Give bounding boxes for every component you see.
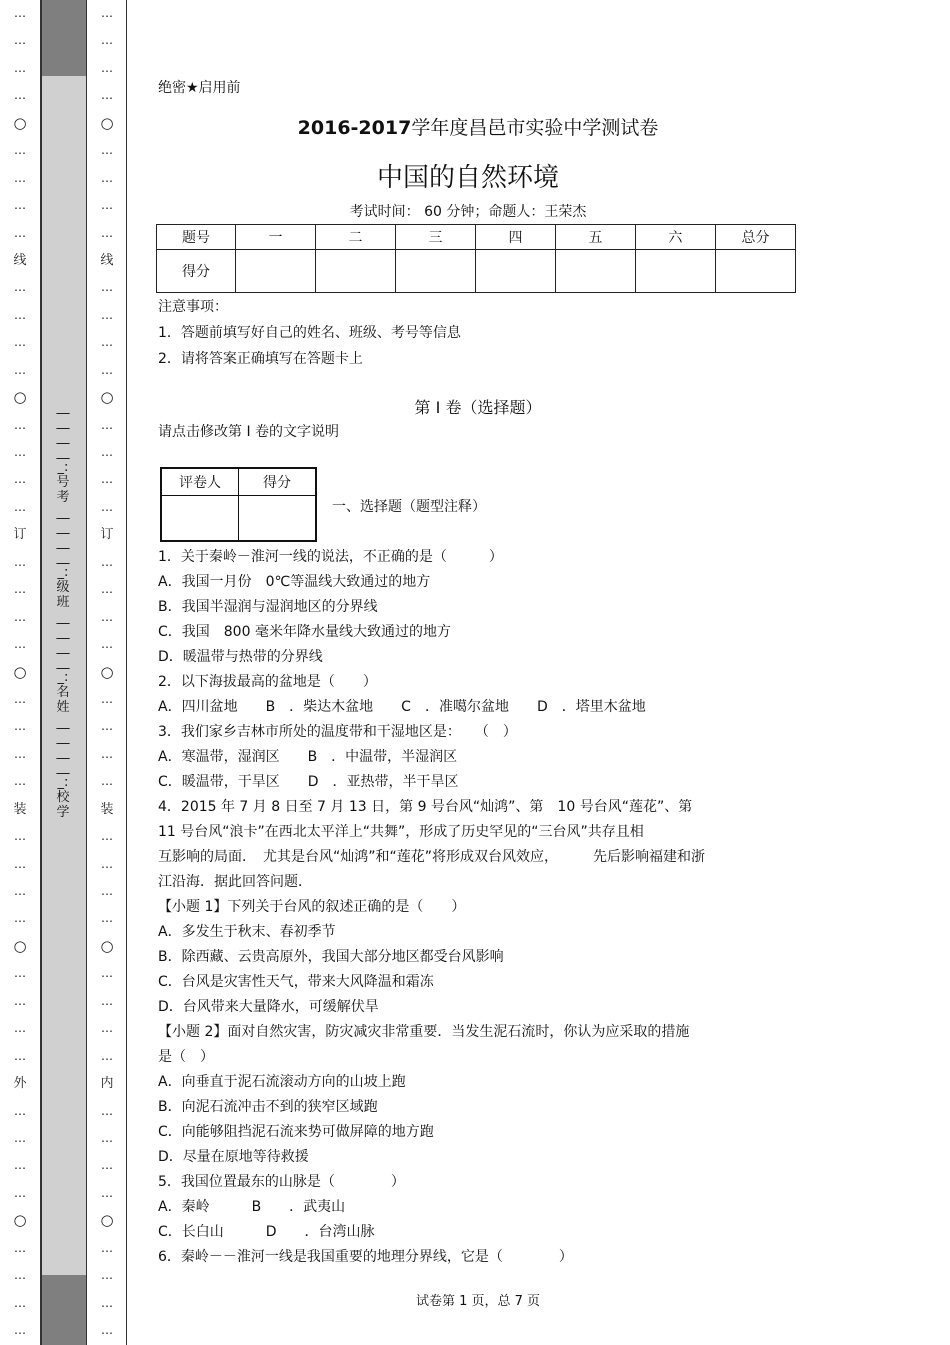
secret-label: 绝密★启用前	[158, 80, 241, 96]
binding-dots: …	[101, 472, 113, 487]
binding-dots: …	[14, 362, 26, 377]
question-line: 1．关于秦岭－淮河一线的说法，不正确的是（ ）	[158, 549, 503, 565]
binding-dots: …	[101, 1158, 113, 1173]
reviewer-score-label: 得分	[239, 468, 317, 496]
binding-dots: …	[101, 1185, 113, 1200]
binding-dots: …	[101, 1268, 113, 1283]
binding-dots: …	[14, 1158, 26, 1173]
right-binding-column	[96, 0, 118, 1345]
binding-dots: …	[14, 746, 26, 761]
binding-dots: …	[14, 1130, 26, 1145]
binding-label: 订	[13, 527, 27, 543]
score-cell	[555, 250, 635, 293]
binding-dots: …	[101, 143, 113, 158]
binding-dots: …	[14, 1240, 26, 1255]
question-line: C．暖温带，干旱区 D ．亚热带，半干旱区	[158, 774, 459, 790]
binding-dots: …	[14, 1268, 26, 1283]
binding-label: 内	[100, 1076, 114, 1092]
score-header-cell: 六	[635, 225, 715, 250]
binding-dots: …	[101, 499, 113, 514]
question-line: 4．2015 年 7 月 8 日至 7 月 13 日，第 9 号台风“灿鸿”、第 10 号台风“莲花”、第	[158, 799, 693, 815]
binding-dots: …	[101, 198, 113, 213]
binding-circle: ○	[100, 1211, 114, 1230]
question-line: D．台风带来大量降水，可缓解伏旱	[158, 999, 379, 1015]
question-line: A．向垂直于泥石流滚动方向的山坡上跑	[158, 1074, 406, 1090]
binding-label: 装	[100, 801, 114, 817]
binding-dots: …	[101, 911, 113, 926]
section-hint: 请点击修改第 I 卷的文字说明	[158, 424, 340, 440]
score-header-cell: 五	[555, 225, 635, 250]
binding-dots: …	[101, 1323, 113, 1337]
binding-dots: …	[101, 307, 113, 322]
question-line: 【小题 2】面对自然灾害，防灾减灾非常重要．当发生泥石流时，你认为应采取的措施	[158, 1024, 690, 1040]
binding-dots: …	[14, 6, 26, 20]
binding-circle: ○	[100, 113, 114, 132]
binding-label: 装	[13, 801, 27, 817]
binding-dots: …	[101, 335, 113, 350]
question-line: 互影响的局面． 尤其是台风“灿鸿”和“莲花”将形成双台风效应， 先后影响福建和浙	[158, 849, 706, 865]
binding-dots: …	[14, 829, 26, 844]
question-line: A．寒温带，湿润区 B ．中温带，半湿润区	[158, 749, 458, 765]
binding-dots: …	[101, 1048, 113, 1063]
binding-dots: …	[14, 472, 26, 487]
score-cell	[236, 250, 316, 293]
question-line: C．长白山 D ．台湾山脉	[158, 1224, 375, 1240]
margin-gray-bar-bottom	[41, 1275, 87, 1345]
note-item: 2．请将答案正确填写在答题卡上	[158, 351, 363, 367]
score-header-cell: 三	[395, 225, 475, 250]
binding-dots: …	[14, 417, 26, 432]
question-line: 6．秦岭－－淮河一线是我国重要的地理分界线，它是（ ）	[158, 1249, 573, 1265]
question-line: D．暖温带与热带的分界线	[158, 649, 323, 665]
binding-dots: …	[14, 993, 26, 1008]
section-title: 第 I 卷（选择题）	[414, 398, 542, 417]
question-line: A．我国一月份 0℃等温线大致通过的地方	[158, 574, 431, 590]
binding-dots: …	[14, 884, 26, 898]
score-header-cell: 四	[475, 225, 555, 250]
binding-dots: …	[14, 33, 26, 48]
binding-circle: ○	[13, 1211, 27, 1230]
binding-circle: ○	[13, 662, 27, 681]
binding-dots: …	[14, 499, 26, 514]
binding-dots: …	[14, 143, 26, 158]
note-item: 1．答题前填写好自己的姓名、班级、考号等信息	[158, 325, 461, 341]
binding-dots: …	[14, 225, 26, 240]
exam-title-rest: 学年度昌邑市实验中学测试卷	[411, 117, 659, 139]
binding-dots: …	[101, 1103, 113, 1118]
binding-dots: …	[101, 719, 113, 734]
binding-dots: …	[14, 774, 26, 789]
question-line: A．四川盆地 B ．柴达木盆地 C ．准噶尔盆地 D ．塔里木盆地	[158, 699, 646, 715]
page-footer: 试卷第 1 页，总 7 页	[415, 1294, 541, 1309]
binding-dots: …	[14, 1021, 26, 1036]
score-cell	[715, 250, 795, 293]
binding-dots: …	[14, 335, 26, 350]
binding-dots: …	[101, 445, 113, 459]
binding-dots: …	[101, 417, 113, 432]
binding-dots: …	[101, 1021, 113, 1036]
reviewer-label: 评卷人	[161, 468, 239, 496]
binding-circle: ○	[100, 936, 114, 955]
binding-dots: …	[101, 746, 113, 761]
binding-dots: …	[101, 966, 113, 981]
question-line: A．多发生于秋末、春初季节	[158, 924, 336, 940]
question-line: 2．以下海拔最高的盆地是（ ）	[158, 674, 377, 690]
score-cell	[315, 250, 395, 293]
question-line: B．向泥石流冲击不到的狭窄区域跑	[158, 1099, 378, 1115]
question-line: 是（ ）	[158, 1049, 214, 1065]
binding-label: 外	[13, 1076, 27, 1092]
binding-circle: ○	[100, 662, 114, 681]
binding-dots: …	[101, 582, 113, 597]
binding-label: 订	[100, 527, 114, 543]
binding-dots: …	[14, 856, 26, 871]
score-table	[156, 224, 796, 293]
exam-info: 考试时间： 60 分钟；命题人：王荣杰	[349, 204, 587, 220]
question-line: 江沿海．据此回答问题．	[158, 874, 312, 890]
binding-dots: …	[14, 1048, 26, 1063]
question-line: C．我国 800 毫米年降水量线大致通过的地方	[158, 624, 451, 640]
binding-dots: …	[14, 911, 26, 926]
binding-label: 线	[13, 252, 27, 268]
binding-dots: …	[101, 280, 113, 295]
question-line: B．我国半湿润与湿润地区的分界线	[158, 599, 378, 615]
margin-gray-bar-top	[41, 0, 87, 76]
question-line: A．秦岭 B ．武夷山	[158, 1199, 346, 1215]
left-binding-column	[9, 0, 31, 1345]
binding-dots: …	[14, 637, 26, 652]
binding-dots: …	[101, 362, 113, 377]
student-info-fields: _________:号考_________:级班_________:名姓_________:校学	[56, 400, 70, 820]
binding-dots: …	[101, 554, 113, 569]
binding-dots: …	[14, 582, 26, 597]
binding-dots: …	[101, 637, 113, 652]
score-header-cell: 总分	[715, 225, 795, 250]
binding-dots: …	[14, 88, 26, 103]
binding-label: 线	[100, 252, 114, 268]
binding-circle: ○	[13, 113, 27, 132]
question-line: C．台风是灾害性天气，带来大风降温和霜冻	[158, 974, 434, 990]
binding-dots: …	[14, 554, 26, 569]
notes-title: 注意事项：	[158, 299, 228, 315]
binding-dots: …	[101, 88, 113, 103]
question-line: 11 号台风“浪卡”在西北太平洋上“共舞”，形成了历史罕见的“三台风”共存且相	[158, 824, 644, 840]
binding-circle: ○	[100, 388, 114, 407]
binding-dots: …	[101, 60, 113, 75]
reviewer-score-cell	[239, 496, 317, 542]
question-line: 5．我国位置最东的山脉是（ ）	[158, 1174, 405, 1190]
binding-dots: …	[14, 1103, 26, 1118]
margin-divider	[126, 0, 127, 1345]
score-cell	[395, 250, 475, 293]
binding-dots: …	[14, 280, 26, 295]
question-line: B．除西藏、云贵高原外，我国大部分地区都受台风影响	[158, 949, 504, 965]
score-row-label: 得分	[157, 250, 236, 293]
binding-circle: ○	[13, 388, 27, 407]
binding-dots: …	[14, 307, 26, 322]
binding-dots: …	[14, 609, 26, 624]
section-heading: 一、选择题（题型注释）	[332, 499, 486, 515]
binding-dots: …	[14, 445, 26, 459]
question-line: 3．我们家乡吉林市所处的温度带和干湿地区是： （ ）	[158, 724, 517, 740]
binding-dots: …	[14, 1295, 26, 1310]
binding-dots: …	[101, 170, 113, 185]
binding-dots: …	[101, 1240, 113, 1255]
exam-subject: 中国的自然环境	[376, 163, 559, 193]
binding-dots: …	[14, 60, 26, 75]
binding-dots: …	[101, 691, 113, 706]
binding-dots: …	[14, 1185, 26, 1200]
score-header-cell: 二	[315, 225, 395, 250]
binding-dots: …	[101, 1295, 113, 1310]
binding-dots: …	[101, 829, 113, 844]
reviewer-table	[160, 467, 317, 542]
binding-dots: …	[101, 774, 113, 789]
question-line: 【小题 1】下列关于台风的叙述正确的是（ ）	[158, 899, 466, 915]
binding-dots: …	[101, 33, 113, 48]
binding-dots: …	[14, 719, 26, 734]
binding-dots: …	[101, 884, 113, 898]
exam-title-year: 2016-2017	[297, 117, 412, 139]
binding-dots: …	[101, 6, 113, 20]
binding-dots: …	[101, 993, 113, 1008]
binding-dots: …	[14, 966, 26, 981]
binding-circle: ○	[13, 936, 27, 955]
score-cell	[635, 250, 715, 293]
question-line: C．向能够阻挡泥石流来势可做屏障的地方跑	[158, 1124, 434, 1140]
score-header-cell: 题号	[157, 225, 236, 250]
binding-dots: …	[101, 1130, 113, 1145]
binding-dots: …	[101, 609, 113, 624]
binding-dots: …	[14, 1323, 26, 1337]
question-line: D．尽量在原地等待救援	[158, 1149, 309, 1165]
exam-title	[158, 113, 798, 140]
binding-dots: …	[14, 691, 26, 706]
binding-dots: …	[14, 198, 26, 213]
reviewer-name-cell	[161, 496, 239, 542]
score-header-cell: 一	[236, 225, 316, 250]
binding-dots: …	[101, 225, 113, 240]
score-cell	[475, 250, 555, 293]
margin-divider	[86, 0, 87, 1345]
binding-dots: …	[14, 170, 26, 185]
binding-dots: …	[101, 856, 113, 871]
